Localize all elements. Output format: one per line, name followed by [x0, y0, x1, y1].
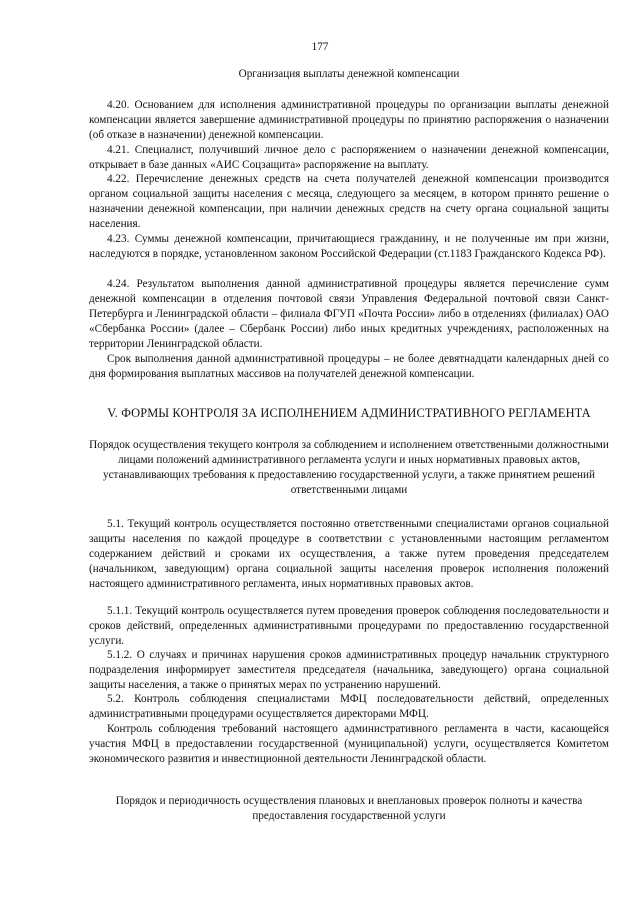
paragraph-mfc-control: Контроль соблюдения требований настоящего административного регламента в части, касающейся участия МФЦ в предоставлении государственной (муниципальной) услуги, осуществляется Комитетом экономического развития и инвестиционной деятельности Ленинградской области. — [89, 723, 609, 766]
paragraph-4-22: 4.22. Перечисление денежных средств на счета получателей денежной компенсации производится органом социальной защиты населения с месяца, следующего за месяцем, в котором принято решение о назначении денежной компенсации, при наличии денежных средств на счету органа социальной защиты населения. — [89, 173, 609, 231]
subheading-current-control: Порядок осуществления текущего контроля за соблюдением и исполнением ответственными должностными лицами положений административного регламента услуги и иных нормативных правовых актов, устанавливающих требования к предоставлению государственной услуги, а также принятием решений ответственными лицами — [89, 439, 609, 497]
paragraph-5-1-1: 5.1.1. Текущий контроль осуществляется путем проведения проверок соблюдения последовательности и сроков действий, определенных административными процедурами по предоставлению государственной услуги. — [89, 605, 609, 648]
paragraph-5-1-2: 5.1.2. О случаях и причинах нарушения сроков административных процедур начальник структурного подразделения информирует заместителя председателя (начальника, заведующего) органа социальной защиты населения, а также о принятых мерах по устранению нарушений. — [89, 649, 609, 692]
paragraph-4-23: 4.23. Суммы денежной компенсации, причитающиеся гражданину, и не полученные им при жизни, наследуются в порядке, установленном законом Российской Федерации (ст.1183 Гражданского Кодекса РФ). — [89, 233, 609, 261]
paragraph-5-2: 5.2. Контроль соблюдения специалистами МФЦ последовательности действий, определенных административными процедурами осуществляется директорами МФЦ. — [89, 693, 609, 721]
paragraph-4-20: 4.20. Основанием для исполнения административной процедуры по организации выплаты денежной компенсации является завершение административной процедуры по принятию распоряжения о назначении (об отказе в назначении) денежной компенсации. — [89, 99, 609, 142]
paragraph-5-1: 5.1. Текущий контроль осуществляется постоянно ответственными специалистами органов социальной защиты населения по каждой процедуре в соответствии с установленными настоящим регламентом содержанием действий и сроками их осуществления, а также путем проведения председателем (начальником, заведующим) органа социальной защиты населения проверок исполнения положений настоящего административного регламента, иных нормативных правовых актов. — [89, 518, 609, 591]
heading-payment: Организация выплаты денежной компенсации — [238, 68, 460, 80]
page-number: 177 — [311, 41, 329, 53]
section-title: V. ФОРМЫ КОНТРОЛЯ ЗА ИСПОЛНЕНИЕМ АДМИНИСТРАТИВНОГО РЕГЛАМЕНТА — [107, 406, 591, 420]
subheading-periodic-checks: Порядок и периодичность осуществления плановых и внеплановых проверок полноты и качества предоставления государственной услуги — [115, 795, 583, 823]
paragraph-4-21: 4.21. Специалист, получивший личное дело с распоряжением о назначении денежной компенсации, открывает в базе данных «АИС Соцзащита» распоряжение на выплату. — [89, 144, 609, 172]
paragraph-4-24: 4.24. Результатом выполнения данной административной процедуры является перечисление сумм денежной компенсации в отделения почтовой связи Управления Федеральной почтовой связи Санкт-Петербурга и Ленинградской области – филиала ФГУП «Почта России» либо в отделениях (филиалах) ОАО «Сбербанка России» (далее – Сбербанк России) либо иных кредитных учреждениях, расположенных на территории Ленинградской области. — [89, 278, 609, 351]
paragraph-deadline: Срок выполнения данной административной процедуры – не более девятнадцати календарных дней со дня формирования выплатных массивов на получателей денежной компенсации. — [89, 353, 609, 381]
